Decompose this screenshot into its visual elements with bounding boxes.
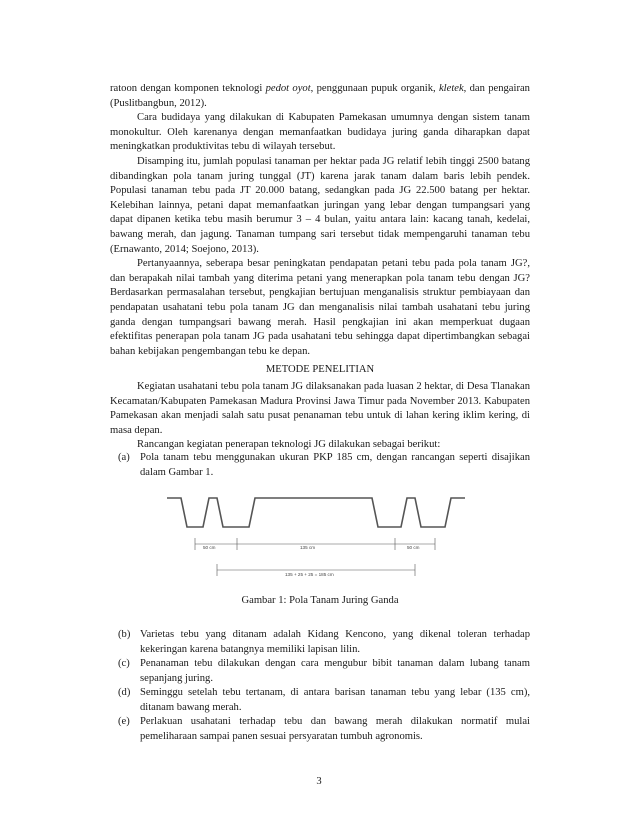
- paragraph-4: Pertanyaannya, seberapa besar peningkatan pendapatan petani tebu pada pola tanam JG?, dan berapakah nilai tambah yang diterima petani yang menerapkan pola tanam tebu dengan JG? Berdasarkan permasalahan tersebut, pengkajian bertujuan menganalisis struktur pembiayaan dan pendapatan usahatani tebu pola tanam JG dan menganalisis nilai tambah usahatani tebu juring ganda dengan tumpangsari bawang merah. Hasil pengkajian ini akan memperkuat dugaan efektifitas penerapan pola tanam JG pada usahatani tebu sehingga dapat dipertimbangkan sebagai bahan kebijakan pengembangan tebu ke depan.: [110, 258, 530, 357]
- page-number: 3: [316, 776, 322, 787]
- label-total-width: 135 + 25 + 25 = 185 cm: [285, 572, 334, 577]
- list-label: (d): [118, 687, 131, 698]
- list-item-b: [118, 628, 530, 657]
- intro-text: [110, 82, 530, 359]
- list-text: Perlakuan usahatani terhadap tebu dan bawang merah dilakukan normatif mulai pemeliharaan sampai panen sesuai persyaratan tumbuh agronomis.: [140, 716, 530, 742]
- list-item-a: [118, 451, 530, 480]
- label-right-width: 50 cm: [407, 545, 420, 550]
- figure-caption: Gambar 1: Pola Tanam Juring Ganda: [241, 595, 399, 606]
- paragraph-2: Cara budidaya yang dilakukan di Kabupaten Pamekasan umumnya dengan sistem tanam monokultur. Oleh karenanya dengan memanfaatkan budidaya juring ganda diharapkan dapat meningkatkan produktivitas tebu di wilayah tersebut.: [110, 112, 530, 153]
- p1-italic-1: pedot oyot: [265, 83, 311, 94]
- furrow-profile: [167, 498, 465, 527]
- p1-text-c: , dan pengairan (Puslitbangbun, 2012).: [110, 83, 530, 109]
- list-label: (c): [118, 658, 130, 669]
- methods-text: [110, 380, 530, 453]
- paragraph-5: Kegiatan usahatani tebu pola tanam JG dilaksanakan pada luasan 2 hektar, di Desa Tlanakan Kecamatan/Kabupaten Pamekasan Madura Provinsi Jawa Timur pada November 2013. Kabupaten Pamekasan akan menjadi salah satu pusat penanaman tebu untuk di lahan kering iklim kering, di masa depan.: [110, 381, 530, 436]
- p1-text: ratoon dengan komponen teknologi: [110, 83, 263, 94]
- paragraph-6: Rancangan kegiatan penerapan teknologi JG dilakukan sebagai berikut:: [137, 439, 441, 451]
- label-mid-width: 135 cm: [300, 545, 316, 550]
- list-text: Seminggu setelah tebu tertanam, di antara barisan tanaman tebu yang lebar (135 cm), ditanam bawang merah.: [140, 687, 530, 713]
- list-label: (b): [118, 629, 131, 640]
- list-item-e: [118, 715, 530, 744]
- list-item-d: [118, 686, 530, 715]
- list-label: (a): [118, 452, 130, 463]
- p1-italic-2: kletek: [438, 83, 464, 94]
- list-text: Penanaman tebu dilakukan dengan cara mengubur bibit tanaman dalam lubang tanam sepanjang juring.: [140, 658, 530, 684]
- p1-text-b: , penggunaan pupuk organik,: [310, 83, 436, 94]
- paragraph-3: Disamping itu, jumlah populasi tanaman per hektar pada JG relatif lebih tinggi 2500 batang dibandingkan pola tanam juring tunggal (JT) karena jarak tanam dalam baris lebih pendek. Populasi tanaman tebu pada JT 20.000 batang, sedangkan pada JG 22.500 batang per hektar. Kelebihan lainnya, petani dapat memanfaatkan juringan yang lebar dengan tumpangsari yang dapat dipanen ketika tebu masih berumur 3 – 4 bulan, yaitu antara lain: kacang tanah, kedelai, bawang merah, dan jagung. Tanaman tumpang sari tersebut tidak mempengaruhi tanaman tebu (Ernawanto, 2014; Soejono, 2013).: [110, 155, 530, 255]
- list-item-c: [118, 657, 530, 686]
- label-left-width: 50 cm: [203, 545, 216, 550]
- section-heading: METODE PENELITIAN: [265, 364, 375, 375]
- paragraph-1: [110, 82, 530, 111]
- list-text: Varietas tebu yang ditanam adalah Kidang Kencono, yang dikenal toleran terhadap kekeringan karena batangnya memiliki lapisan lilin.: [140, 629, 530, 655]
- list-label: (e): [118, 716, 130, 727]
- list-text: Pola tanam tebu menggunakan ukuran PKP 185 cm, dengan rancangan seperti disajikan dalam Gambar 1.: [140, 452, 530, 478]
- planting-pattern-figure: [165, 494, 475, 586]
